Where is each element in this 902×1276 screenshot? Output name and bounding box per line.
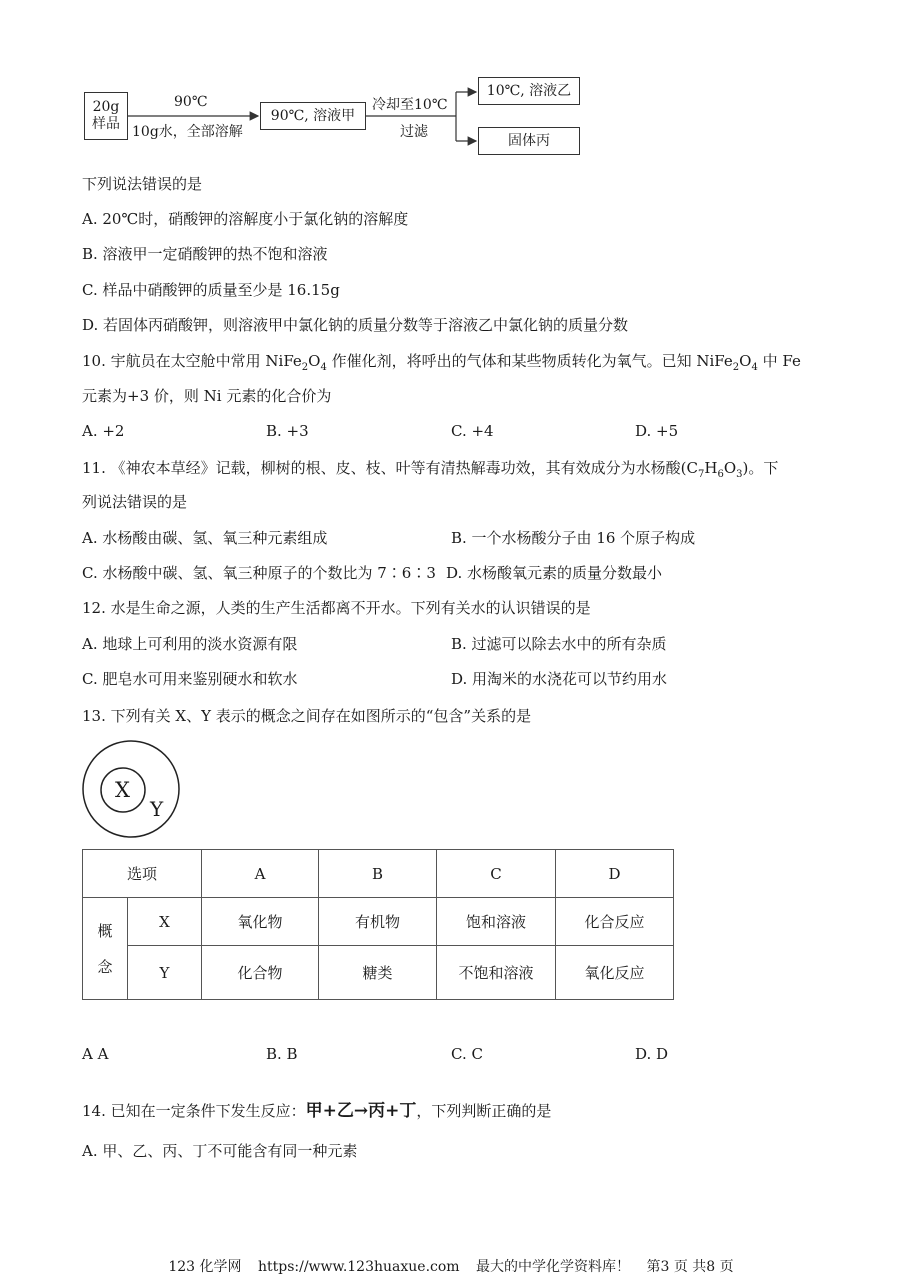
q13-option-a: A A — [82, 1045, 109, 1063]
q12-option-b: B. 过滤可以除去水中的所有杂质 — [451, 635, 667, 653]
table-header-option: 选项 — [83, 850, 202, 898]
table-cell: 氧化物 — [202, 898, 319, 946]
table-cell: 饱和溶液 — [437, 898, 556, 946]
circle-y-label: Y — [150, 797, 164, 821]
q12-option-c: C. 肥皂水可用来鉴别硬水和软水 — [82, 670, 298, 688]
arrow2-bottom-label: 过滤 — [400, 124, 428, 140]
table-cell: 化合物 — [202, 946, 319, 1000]
q11-option-b: B. 一个水杨酸分子由 16 个原子构成 — [451, 529, 696, 547]
q10-option-d: D. +5 — [635, 422, 679, 440]
q9-option-c: C. 样品中硝酸钾的质量至少是 16.15g — [82, 281, 340, 299]
q10-stem-line1: 10. 宇航员在太空舱中常用 $NiFe_2O_4$ 作催化剂，将呼出的气体和某些物质转化为氧气。已知 $NiFe_2O_4$ 中 Fe — [82, 352, 801, 373]
circle-x-label: X — [115, 778, 130, 802]
footer-page-number: 第3 页 共8 页 — [646, 1259, 734, 1275]
q13-stem: 13. 下列有关 X、Y 表示的概念之间存在如图所示的“包含”关系的是 — [82, 707, 532, 725]
q11-stem-line2: 列说法错误的是 — [82, 493, 188, 511]
table-row-y-label: Y — [128, 946, 202, 1000]
table-cell: 氧化反应 — [556, 946, 674, 1000]
footer-url[interactable]: https://www.123huaxue.com — [257, 1259, 460, 1275]
q10-stem-line2: 元素为+3 价，则 Ni 元素的化合价为 — [82, 387, 332, 405]
page-footer — [0, 1256, 902, 1276]
sample-label: 样品 — [92, 116, 120, 132]
table-row-x-label: X — [128, 898, 202, 946]
table-group-label: 概 念 — [83, 898, 128, 1000]
q12-option-a: A. 地球上可利用的淡水资源有限 — [82, 635, 298, 653]
table-cell: 不饱和溶液 — [437, 946, 556, 1000]
arrow1-bottom-label: 10g水，全部溶解 — [132, 124, 243, 140]
table-header-b: B — [319, 850, 437, 898]
q10-option-c: C. +4 — [451, 422, 494, 440]
table-header-c: C — [437, 850, 556, 898]
q13-option-d: D. D — [635, 1045, 669, 1063]
q13-option-c: C. C — [451, 1045, 483, 1063]
table-cell: 有机物 — [319, 898, 437, 946]
q11-option-c: C. 水杨酸中碳、氢、氧三种原子的个数比为 7∶6∶3 — [82, 564, 436, 582]
table-header-a: A — [202, 850, 319, 898]
q14-stem: 14. 已知在一定条件下发生反应：甲+乙→丙+丁，下列判断正确的是 — [82, 1101, 552, 1121]
table-header-d: D — [556, 850, 674, 898]
q9-option-a: A. 20℃时，硝酸钾的溶解度小于氯化钠的溶解度 — [82, 210, 409, 228]
solution-b-box: 10℃, 溶液乙 — [478, 77, 580, 105]
inclusion-circles — [80, 740, 185, 840]
q9-option-b: B. 溶液甲一定硝酸钾的热不饱和溶液 — [82, 245, 328, 263]
concept-table — [82, 849, 674, 1000]
q10-option-b: B. +3 — [266, 422, 309, 440]
q14-option-a: A. 甲、乙、丙、丁不可能含有同一种元素 — [82, 1142, 358, 1160]
reaction-equation: 甲+乙→丙+丁 — [305, 1101, 417, 1121]
footer-slogan: 最大的中学化学资料库！ — [476, 1259, 631, 1275]
sample-mass: 20g — [92, 99, 120, 116]
solid-c-box: 固体丙 — [478, 127, 580, 155]
q12-option-d: D. 用淘米的水浇花可以节约用水 — [451, 670, 668, 688]
q10-option-a: A. +2 — [82, 422, 125, 440]
table-cell: 糖类 — [319, 946, 437, 1000]
q9-prompt: 下列说法错误的是 — [82, 175, 203, 193]
solution-a-box: 90℃, 溶液甲 — [260, 102, 366, 130]
q12-stem: 12. 水是生命之源，人类的生产生活都离不开水。下列有关水的认识错误的是 — [82, 599, 591, 617]
q11-stem-line1: 11. 《神农本草经》记载，柳树的根、皮、枝、叶等有清热解毒功效，其有效成分为水杨酸$(C_7H_6O_3)$。下 — [82, 459, 779, 480]
flow-arrows — [0, 0, 902, 170]
q11-option-d: D. 水杨酸氧元素的质量分数最小 — [446, 564, 663, 582]
table-cell: 化合反应 — [556, 898, 674, 946]
arrow1-top-label: 90℃ — [174, 94, 208, 110]
q13-option-b: B. B — [266, 1045, 298, 1063]
footer-site: 123 化学网 — [168, 1259, 242, 1275]
q11-option-a: A. 水杨酸由碳、氢、氧三种元素组成 — [82, 529, 328, 547]
q9-option-d: D. 若固体丙硝酸钾，则溶液甲中氯化钠的质量分数等于溶液乙中氯化钠的质量分数 — [82, 316, 629, 334]
arrow2-top-label: 冷却至10℃ — [372, 97, 448, 113]
